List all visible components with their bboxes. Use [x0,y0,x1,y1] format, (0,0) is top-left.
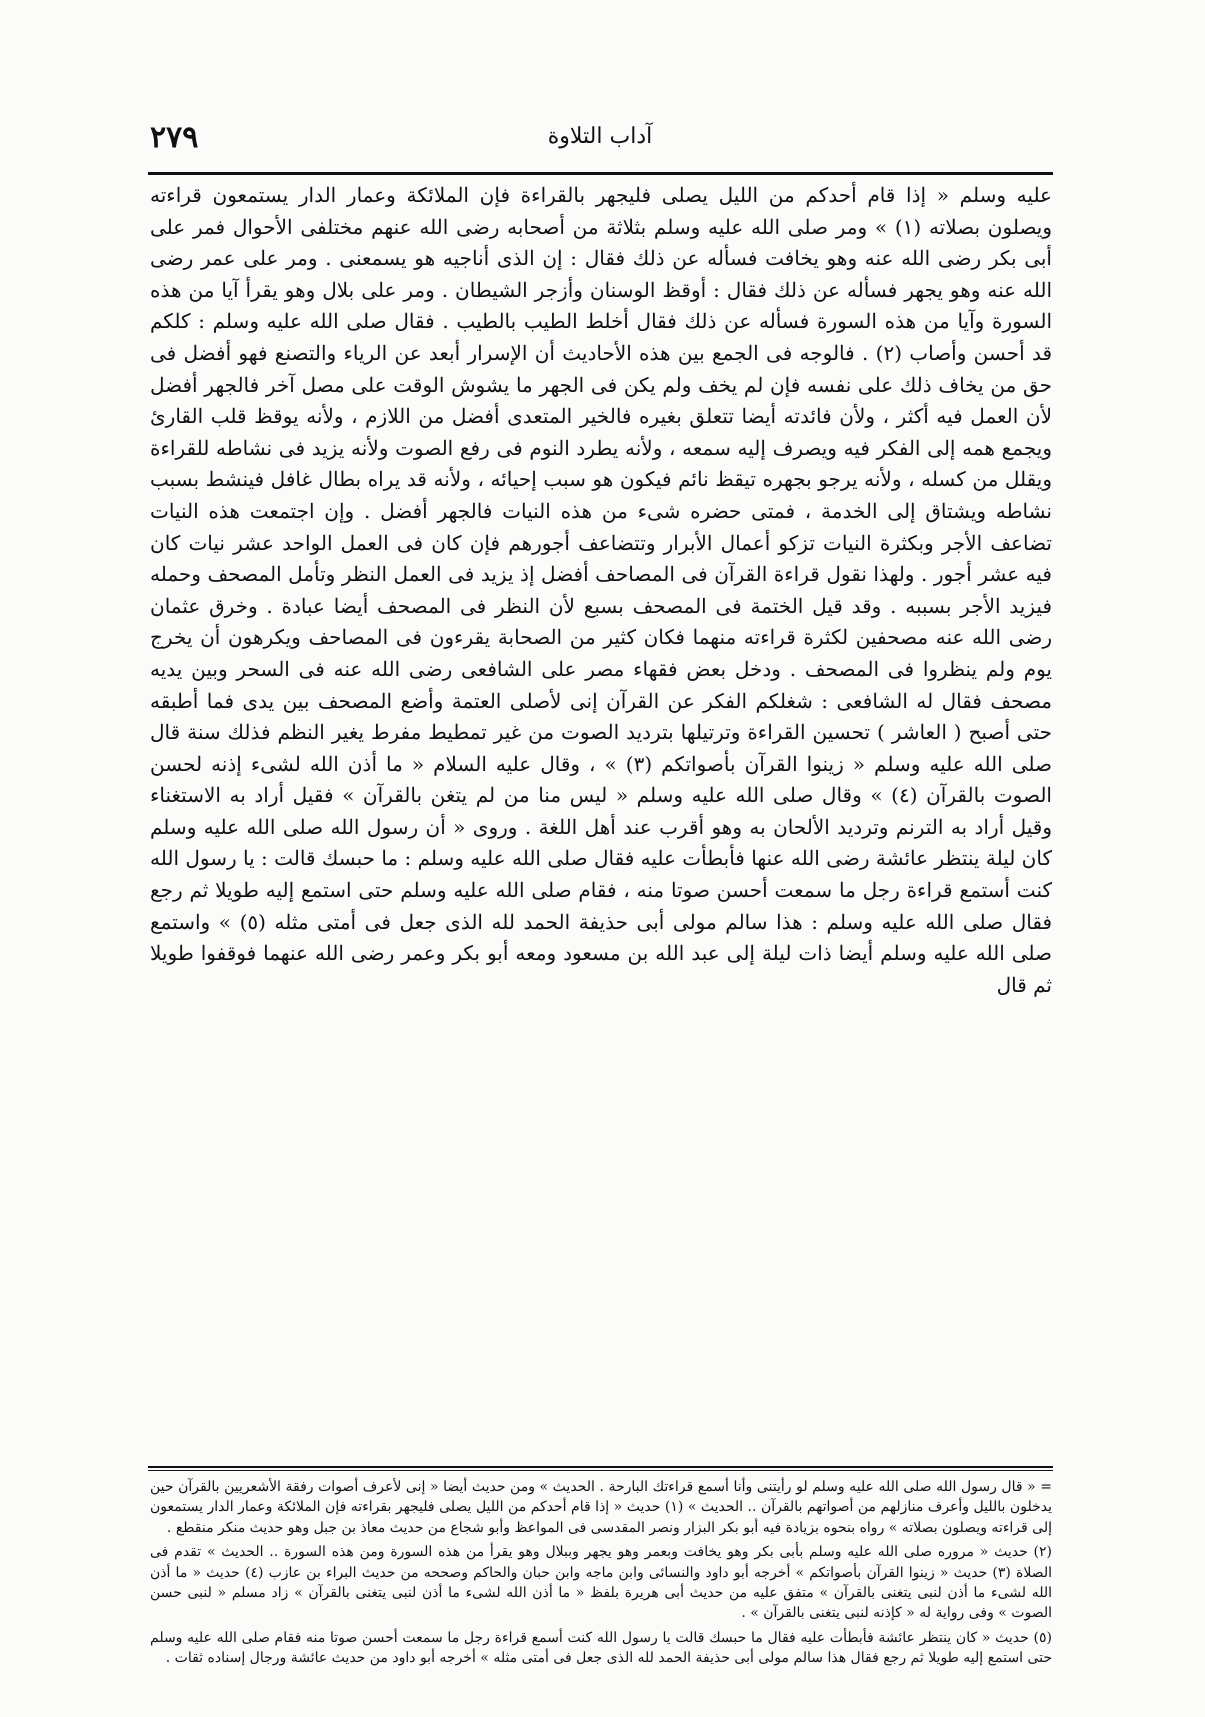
header-rule [148,172,1053,175]
footnote: (٥) حديث « كان ينتظر عائشة فأبطأت عليه فقال ما حبسك قالت يا رسول الله كنت أسمع قراءة رجل ما سمعت أحسن صوتا منه فقام صلى الله عليه وسلم حتى استمع إليه طويلا ثم رجع فقال هذا سالم مولى أبى حذيفة الحمد لله الذى جعل فى أمتى مثله » أخرجه أبو داود من حديث عائشة ورجال إسناده ثقات . [150,1629,1052,1667]
running-title: آداب التلاوة [547,124,653,149]
footnotes [150,1477,1052,1673]
footnote: = « قال رسول الله صلى الله عليه وسلم لو رأيتنى وأنا أسمع قراءتك البارحة . الحديث » ومن حديث أيضا « إنى لأعرف أصوات رفقة الأشعريين بالقرآن حين يدخلون بالليل وأعرف منازلهم من أصواتهم بالقرآن .. الحديث » (١) حديث « إذا قام أحدكم من الليل يصلى فليجهر بقراءته فإن الملائكة وعمار الدار يستمعون إلى قراءته ويصلون بصلاته » رواه بنحوه بزيادة فيه أبو بكر البزار ونصر المقدسى فى المواعظ وأبو شجاع من حديث معاذ بن جبل وهو حديث منكر منقطع . [150,1479,1052,1536]
page-header [150,120,1050,170]
main-text [150,180,1052,1001]
footnote-rule [148,1466,1053,1468]
footnote: (٢) حديث « مروره صلى الله عليه وسلم بأبى بكر وهو يخافت وبعمر وهو يجهر وببلال وهو يقرأ من هذه السورة ومن هذه السورة .. الحديث » تقدم فى الصلاة (٣) حديث « زينوا القرآن بأصواتكم » أخرجه أبو داود والنسائى وابن ماجه وابن حبان والحاكم وصححه من حديث البراء بن عازب (٤) حديث « ما أذن الله لشىء ما أذن لنبى يتغنى بالقرآن » متفق عليه من حديث أبى هريرة بلفظ « ما أذن الله لشىء ما أذن لنبى يتغنى بالقرآن » زاد مسلم « لنبى حسن الصوت » وفى رواية له « كإذنه لنبى يتغنى بالقرآن » . [150,1544,1052,1622]
footnote-rule-thin [148,1470,1053,1471]
page-number: ٢٧٩ [150,120,199,155]
main-paragraph: عليه وسلم « إذا قام أحدكم من الليل يصلى فليجهر بالقراءة فإن الملائكة وعمار الدار يستمعون قراءته ويصلون بصلاته (١) » ومر صلى الله عليه وسلم بثلاثة من أصحابه رضى الله عنهم مختلفى الأحوال فمر على أبى بكر رضى الله عنه وهو يخافت فسأله عن ذلك فقال : إن الذى أناجيه هو يسمعنى . ومر على عمر رضى الله عنه وهو يجهر فسأله عن ذلك فقال : أوقظ الوسنان وأزجر الشيطان . ومر على بلال وهو يقرأ آيا من هذه السورة وآيا من هذه السورة فسأله عن ذلك فقال أخلط الطيب بالطيب . فقال صلى الله عليه وسلم : كلكم قد أحسن وأصاب (٢) . فالوجه فى الجمع بين هذه الأحاديث أن الإسرار أبعد عن الرياء والتصنع فهو أفضل فى حق من يخاف ذلك على نفسه فإن لم يخف ولم يكن فى الجهر ما يشوش الوقت على مصل آخر فالجهر أفضل لأن العمل فيه أكثر ، ولأن فائدته أيضا تتعلق بغيره فالخير المتعدى أفضل من اللازم ، ولأنه يوقظ قلب القارئ ويجمع همه إلى الفكر فيه ويصرف إليه سمعه ، ولأنه يطرد النوم فى رفع الصوت ولأنه يزيد فى نشاطه للقراءة ويقلل من كسله ، ولأنه يرجو بجهره تيقظ نائم فيكون هو سبب إحيائه ، ولأنه قد يراه بطال غافل فينشط بسبب نشاطه ويشتاق إلى الخدمة ، فمتى حضره شىء من هذه النيات فالجهر أفضل . وإن اجتمعت هذه النيات تضاعف الأجر وبكثرة النيات تزكو أعمال الأبرار وتتضاعف أجورهم فإن كان فى العمل الواحد عشر نيات كان فيه عشر أجور . ولهذا نقول قراءة القرآن فى المصاحف أفضل إذ يزيد فى العمل النظر وتأمل المصحف وحمله فيزيد الأجر بسببه . وقد قيل الختمة فى المصحف بسبع لأن النظر فى المصحف أيضا عبادة . وخرق عثمان رضى الله عنه مصحفين لكثرة قراءته منهما فكان كثير من الصحابة يقرءون فى المصاحف ويكرهون أن يخرج يوم ولم ينظروا فى المصحف . ودخل بعض فقهاء مصر على الشافعى رضى الله عنه فى السحر وبين يديه مصحف فقال له الشافعى : شغلكم الفكر عن القرآن إنى لأصلى العتمة وأضع المصحف بين يدى فما أطبقه حتى أصبح ( العاشر ) تحسين القراءة وترتيلها بترديد الصوت من غير تمطيط مفرط يغير النظم فذلك سنة قال صلى الله عليه وسلم « زينوا القرآن بأصواتكم (٣) » ، وقال عليه السلام « ما أذن الله لشىء إذنه لحسن الصوت بالقرآن (٤) » وقال صلى الله عليه وسلم « ليس منا من لم يتغن بالقرآن » فقيل أراد به الاستغناء وقيل أراد به الترنم وترديد الألحان به وهو أقرب عند أهل اللغة . وروى « أن رسول الله صلى الله عليه وسلم كان ليلة ينتظر عائشة رضى الله عنها فأبطأت عليه فقال صلى الله عليه وسلم : ما حبسك قالت : يا رسول الله كنت أستمع قراءة رجل ما سمعت أحسن صوتا منه ، فقام صلى الله عليه وسلم حتى استمع إليه طويلا ثم رجع فقال صلى الله عليه وسلم : هذا سالم مولى أبى حذيفة الحمد لله الذى جعل فى أمتى مثله (٥) » واستمع صلى الله عليه وسلم أيضا ذات ليلة إلى عبد الله بن مسعود ومعه أبو بكر وعمر رضى الله عنهما فوقفوا طويلا ثم قال [150,183,1053,997]
